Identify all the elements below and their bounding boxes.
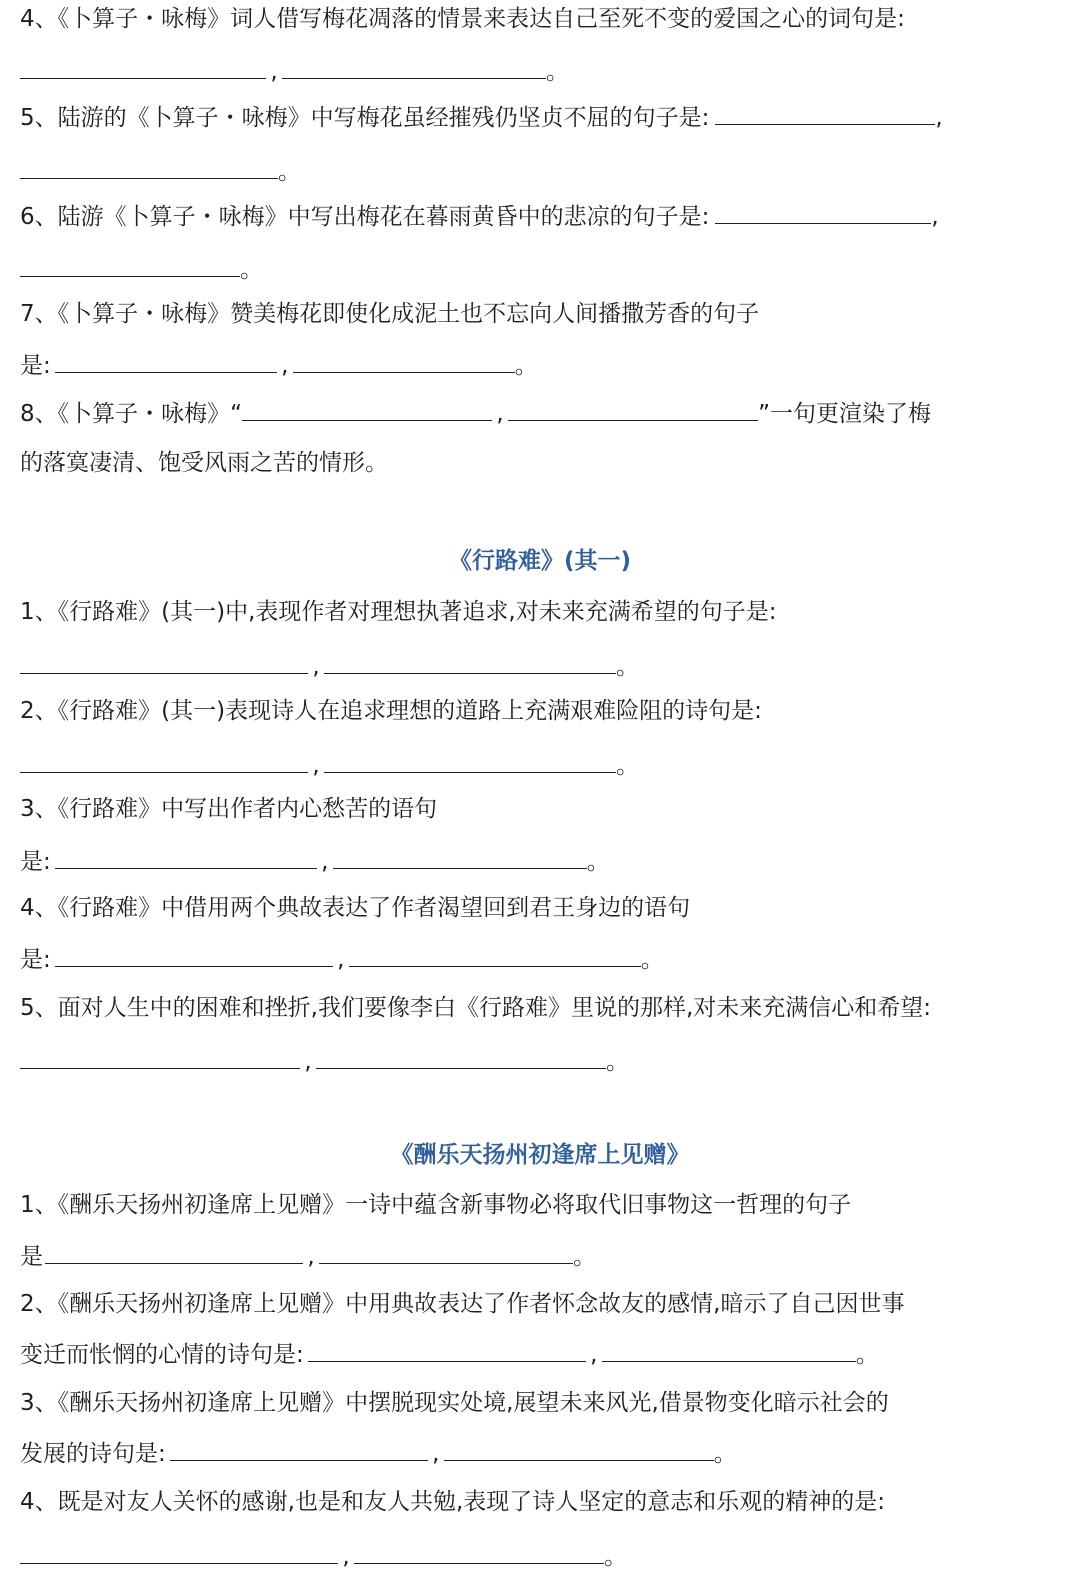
answer-blank[interactable] xyxy=(354,1541,604,1564)
answer-blank[interactable] xyxy=(508,398,758,421)
question-3-answer-row: 发展的诗句是: , 。 xyxy=(20,1438,1062,1469)
answer-blank[interactable] xyxy=(45,1241,303,1264)
question-4-answer-row: , 。 xyxy=(20,1541,1062,1572)
question-2-prompt: 2、《酬乐天扬州初逢席上见赠》中用典故表达了作者怀念故友的感情,暗示了自己因世事 xyxy=(20,1291,905,1317)
question-1-answer-row: , 。 xyxy=(20,651,1062,682)
question-7-answer-row: 是: , 。 xyxy=(20,350,1062,381)
question-4-answer-row: 是: , 。 xyxy=(20,944,1062,975)
answer-blank[interactable] xyxy=(20,651,308,674)
answer-blank[interactable] xyxy=(55,350,277,373)
question-3-prompt: 3、《酬乐天扬州初逢席上见赠》中摆脱现实处境,展望未来风光,借景物变化暗示社会的 xyxy=(20,1390,889,1416)
question-3-answer-row: 是: , 。 xyxy=(20,846,1062,877)
question-4-prompt: 4、《卜算子・咏梅》词人借写梅花凋落的情景来表达自己至死不变的爱国之心的词句是: xyxy=(20,6,905,32)
question-8-prompt: 8、《卜算子・咏梅》“ , ”一句更渲染了梅 xyxy=(20,398,1062,429)
answer-blank[interactable] xyxy=(715,102,935,125)
answer-blank[interactable] xyxy=(20,156,278,179)
answer-blank[interactable] xyxy=(55,846,317,869)
question-1-prompt: 1、《行路难》(其一)中,表现作者对理想执著追求,对未来充满希望的句子是: xyxy=(20,599,777,625)
answer-blank[interactable] xyxy=(444,1438,714,1461)
section-heading-xinglunan: 《行路难》(其一) xyxy=(448,548,632,574)
question-4-answer-row: , 。 xyxy=(20,56,1062,87)
answer-blank[interactable] xyxy=(319,1241,573,1264)
question-1-answer-row: 是 , 。 xyxy=(20,1241,1062,1272)
question-6-prompt: 6、陆游《卜算子・咏梅》中写出梅花在暮雨黄昏中的悲凉的句子是: , xyxy=(20,201,1062,232)
section-heading-chou-letian: 《酬乐天扬州初逢席上见赠》 xyxy=(390,1142,690,1168)
answer-blank[interactable] xyxy=(55,944,333,967)
question-4-prompt: 4、既是对友人关怀的感谢,也是和友人共勉,表现了诗人坚定的意志和乐观的精神的是: xyxy=(20,1489,886,1515)
question-2-prompt: 2、《行路难》(其一)表现诗人在追求理想的道路上充满艰难险阻的诗句是: xyxy=(20,698,762,724)
answer-blank[interactable] xyxy=(20,1046,300,1069)
answer-blank[interactable] xyxy=(242,398,492,421)
answer-blank[interactable] xyxy=(349,944,641,967)
answer-blank[interactable] xyxy=(324,750,616,773)
question-5-answer-row: , 。 xyxy=(20,1046,1062,1077)
question-4-prompt: 4、《行路难》中借用两个典故表达了作者渴望回到君王身边的语句 xyxy=(20,895,691,921)
question-5-prompt: 5、陆游的《卜算子・咏梅》中写梅花虽经摧残仍坚贞不屈的句子是: , xyxy=(20,102,1062,133)
answer-blank[interactable] xyxy=(602,1339,856,1362)
answer-blank[interactable] xyxy=(333,846,587,869)
answer-blank[interactable] xyxy=(282,56,546,79)
answer-blank[interactable] xyxy=(20,254,240,277)
answer-blank[interactable] xyxy=(170,1438,428,1461)
answer-blank[interactable] xyxy=(20,750,308,773)
question-2-answer-row: , 。 xyxy=(20,750,1062,781)
question-3-prompt: 3、《行路难》中写出作者内心愁苦的语句 xyxy=(20,796,438,822)
answer-blank[interactable] xyxy=(715,201,931,224)
question-1-prompt: 1、《酬乐天扬州初逢席上见赠》一诗中蕴含新事物必将取代旧事物这一哲理的句子 xyxy=(20,1192,852,1218)
answer-blank[interactable] xyxy=(20,1541,338,1564)
answer-blank[interactable] xyxy=(316,1046,606,1069)
question-5-prompt: 5、面对人生中的困难和挫折,我们要像李白《行路难》里说的那样,对未来充满信心和希望: xyxy=(20,995,932,1021)
answer-blank[interactable] xyxy=(324,651,616,674)
question-7-prompt: 7、《卜算子・咏梅》赞美梅花即使化成泥土也不忘向人间播撒芳香的句子 xyxy=(20,301,760,327)
question-6-answer-row: 。 xyxy=(20,254,1062,285)
answer-blank[interactable] xyxy=(308,1339,586,1362)
answer-blank[interactable] xyxy=(293,350,515,373)
question-2-answer-row: 变迁而怅惘的心情的诗句是: , 。 xyxy=(20,1339,1062,1370)
answer-blank[interactable] xyxy=(20,56,266,79)
question-5-answer-row: 。 xyxy=(20,156,1062,187)
question-8-continuation: 的落寞凄清、饱受风雨之苦的情形。 xyxy=(20,450,388,476)
